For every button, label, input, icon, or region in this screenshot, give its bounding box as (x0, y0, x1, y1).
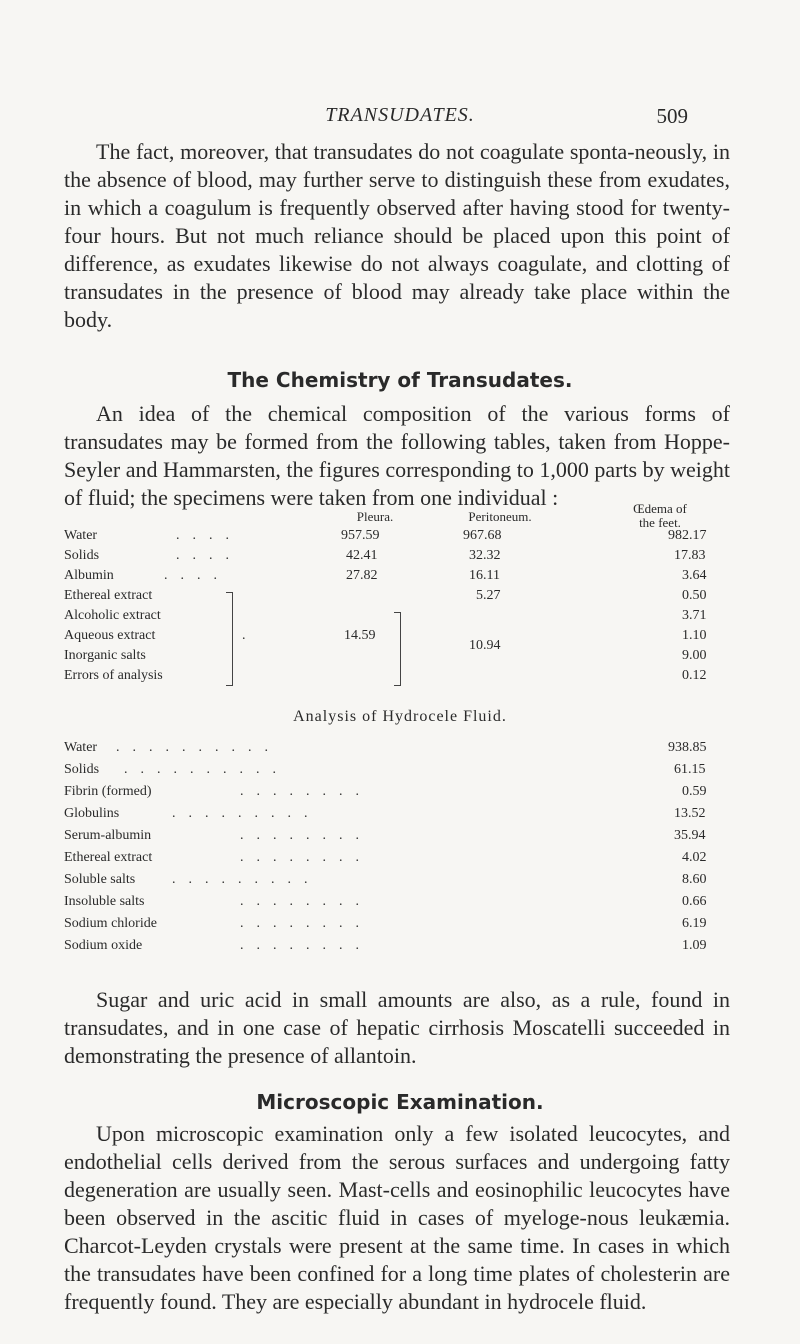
row-value: 8.60 (682, 872, 707, 887)
table-row (64, 850, 732, 870)
row-value: 0.59 (682, 784, 707, 799)
table-row (64, 528, 732, 548)
row-label: Ethereal extract (64, 850, 153, 865)
leader-dots: ........ (240, 938, 372, 953)
row-value: 13.52 (674, 806, 706, 821)
value-oedema: 1.10 (682, 628, 707, 643)
row-label: Water (64, 528, 98, 543)
table-caption-hydrocele: Analysis of Hydrocele Fluid. (293, 708, 507, 725)
value-peritoneum: 5.27 (476, 588, 501, 603)
row-label: Errors of analysis (64, 668, 163, 683)
paragraph-coagulation: The fact, moreover, that transudates do not coagulate sponta-neously, in the absence of blood, may further serve to distinguish these from exudates, in which a coagulum is frequently observed after having stood for twenty-four hours. But not much reliance should be placed upon this point of difference, as exudates likewise do not always coagulate, and clotting of transudates in the presence of blood may already take place within the body. (64, 139, 730, 332)
leader-dots: ........ (240, 784, 372, 799)
leader-dots: ........ (240, 894, 372, 909)
leader-dots: .... (176, 528, 242, 543)
table-row (64, 762, 732, 782)
table-row (64, 894, 732, 914)
row-value: 61.15 (674, 762, 706, 777)
table-row (64, 740, 732, 760)
row-label: Ethereal extract (64, 588, 153, 603)
table-row (64, 916, 732, 936)
row-label: Solids (64, 762, 100, 777)
column-header-oedema-line2: the feet. (639, 515, 681, 530)
table-row (64, 828, 732, 848)
grouping-brace (394, 612, 401, 686)
row-label: Albumin (64, 568, 114, 583)
row-label: Sodium oxide (64, 938, 143, 953)
leader-dots: .... (176, 548, 242, 563)
row-label: Fibrin (formed) (64, 784, 152, 799)
leader-dots: .... (164, 568, 230, 583)
row-label: Aqueous extract (64, 628, 156, 643)
table-row (64, 588, 732, 608)
value-pleura: 957.59 (341, 528, 380, 543)
row-value: 4.02 (682, 850, 707, 865)
row-value: 6.19 (682, 916, 707, 931)
table-row (64, 938, 732, 958)
leader-dots: .......... (116, 740, 281, 755)
row-value: 0.66 (682, 894, 707, 909)
row-label: Water (64, 740, 98, 755)
value-peritoneum: 10.94 (469, 638, 501, 653)
value-oedema: 3.64 (682, 568, 707, 583)
value-pleura: 42.41 (346, 548, 378, 563)
row-label: Soluble salts (64, 872, 136, 887)
leader-dots: .......... (124, 762, 289, 777)
value-pleura: 14.59 (344, 628, 376, 643)
row-value: 1.09 (682, 938, 707, 953)
row-value: 938.85 (668, 740, 707, 755)
value-oedema: 0.12 (682, 668, 707, 683)
row-label: Inorganic salts (64, 648, 146, 663)
table-row (64, 872, 732, 892)
table-row (64, 784, 732, 804)
row-label: Sodium chloride (64, 916, 157, 931)
paragraph-microscopic: Upon microscopic examination only a few isolated leucocytes, and endothelial cells derived from the serous surfaces and undergoing fatty degeneration are usually seen. Mast-cells and eosinophilic leucocytes have been observed in the ascitic fluid in cases of myeloge-nous leukæmia. Charcot-Leyden crystals were present at the same time. In cases in which the transudates have been confined for a long time plates of cholesterin are frequently found. They are especially abundant in hydrocele fluid. (64, 1121, 730, 1314)
value-oedema: 0.50 (682, 588, 707, 603)
table-row (64, 568, 732, 588)
grouping-brace (226, 592, 233, 686)
heading-microscopic: Microscopic Examination. (256, 1090, 544, 1114)
leader-dots: ......... (172, 806, 321, 821)
page-number: 509 (656, 104, 688, 128)
row-label: Alcoholic extract (64, 608, 161, 623)
leader-dots: ........ (240, 828, 372, 843)
row-label: Solids (64, 548, 100, 563)
paragraph-tables-intro: An idea of the chemical composition of the various forms of transudates may be formed from the following tables, taken from Hoppe-Seyler and Hammarsten, the figures corresponding to 1,000 parts by weight of fluid; the specimens were taken from one individual : (64, 401, 730, 510)
leader-dots: ........ (240, 916, 372, 931)
row-label: Serum-albumin (64, 828, 152, 843)
running-header: TRANSUDATES. (325, 104, 475, 126)
column-header-oedema-line1: Œdema of (633, 501, 687, 516)
row-label: Insoluble salts (64, 894, 145, 909)
value-peritoneum: 967.68 (463, 528, 502, 543)
value-peritoneum: 16.11 (469, 568, 500, 583)
value-oedema: 9.00 (682, 648, 707, 663)
value-oedema: 17.83 (674, 548, 706, 563)
row-value: 35.94 (674, 828, 706, 843)
leader-dots: ......... (172, 872, 321, 887)
column-header-pleura: Pleura. (356, 509, 394, 524)
row-label: Globulins (64, 806, 120, 821)
leader-dots: . (242, 628, 259, 643)
value-oedema: 3.71 (682, 608, 707, 623)
leader-dots: ........ (240, 850, 372, 865)
heading-chemistry: The Chemistry of Transudates. (227, 368, 573, 392)
table-row (64, 806, 732, 826)
value-peritoneum: 32.32 (469, 548, 501, 563)
value-pleura: 27.82 (346, 568, 378, 583)
table-row (64, 548, 732, 568)
column-header-oedema (600, 502, 720, 530)
value-oedema: 982.17 (668, 528, 707, 543)
column-header-peritoneum: Peritoneum. (468, 509, 532, 524)
paragraph-sugar-uric-acid: Sugar and uric acid in small amounts are also, as a rule, found in transudates, and in one case of hepatic cirrhosis Moscatelli succeeded in demonstrating the presence of allantoin. (64, 987, 730, 1068)
